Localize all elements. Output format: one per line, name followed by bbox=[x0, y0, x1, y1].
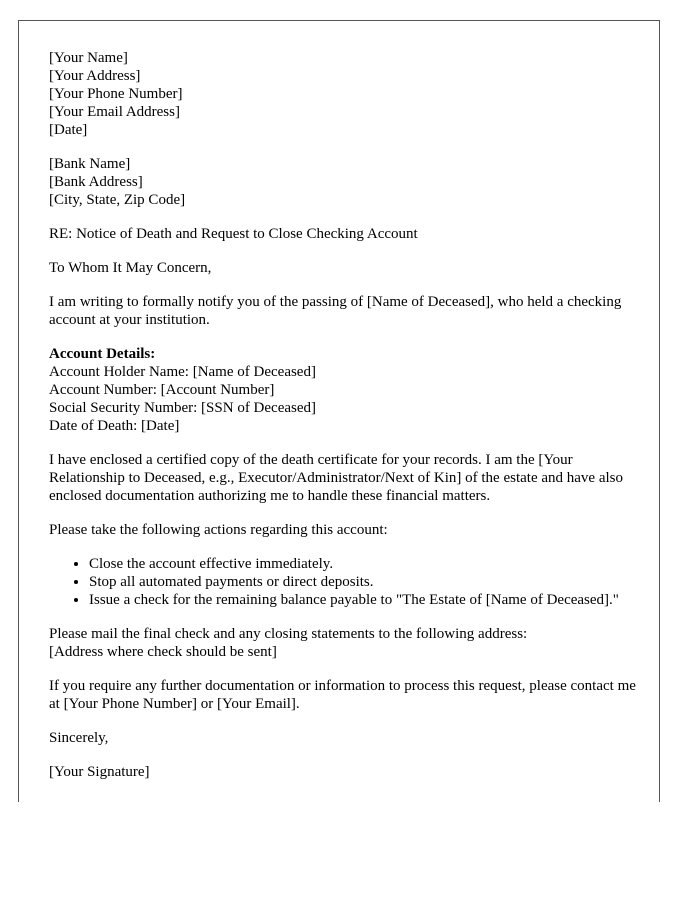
mailing-block bbox=[49, 625, 639, 661]
list-item: • Stop all automated payments or direct deposits. bbox=[89, 573, 639, 591]
mailing-address: [Address where check should be sent] bbox=[49, 644, 277, 660]
subject-line: RE: Notice of Death and Request to Close Checking Account bbox=[49, 226, 418, 242]
account-details-heading: Account Details: bbox=[49, 346, 156, 362]
actions-intro: Please take the following actions regarding this account: bbox=[49, 522, 388, 538]
closing: Sincerely, bbox=[49, 730, 109, 746]
salutation: To Whom It May Concern, bbox=[49, 260, 212, 276]
sender-block bbox=[49, 49, 639, 139]
letter-date: [Date] bbox=[49, 122, 88, 138]
actions-list bbox=[49, 555, 639, 609]
date-of-death: Date of Death: [Date] bbox=[49, 418, 180, 434]
bank-city-state-zip: [City, State, Zip Code] bbox=[49, 192, 186, 208]
account-holder-name: Account Holder Name: [Name of Deceased] bbox=[49, 364, 316, 380]
signature: [Your Signature] bbox=[49, 764, 150, 780]
sender-name: [Your Name] bbox=[49, 50, 128, 66]
letter-page bbox=[18, 20, 660, 802]
bank-address: [Bank Address] bbox=[49, 174, 143, 190]
recipient-block bbox=[49, 155, 639, 209]
letter-content bbox=[49, 49, 639, 781]
contact-paragraph: If you require any further documentation or information to process this request, please contact me at [Your Phone Number] or [Your Email]. bbox=[49, 678, 636, 712]
sender-email: [Your Email Address] bbox=[49, 104, 180, 120]
bank-name: [Bank Name] bbox=[49, 156, 131, 172]
account-number: Account Number: [Account Number] bbox=[49, 382, 275, 398]
account-details bbox=[49, 345, 639, 435]
list-item: • Close the account effective immediately. bbox=[89, 555, 639, 573]
intro-paragraph: I am writing to formally notify you of the passing of [Name of Deceased], who held a checking account at your institution. bbox=[49, 294, 622, 328]
sender-phone: [Your Phone Number] bbox=[49, 86, 183, 102]
enclosure-paragraph: I have enclosed a certified copy of the death certificate for your records. I am the [Your Relationship to Deceased, e.g., Executor/Administrator/Next of Kin] of the estate and have also enclosed documentation authorizing me to handle these financial matters. bbox=[49, 452, 623, 504]
list-item: • Issue a check for the remaining balance payable to "The Estate of [Name of Deceased]." bbox=[89, 591, 639, 609]
sender-address: [Your Address] bbox=[49, 68, 141, 84]
social-security-number: Social Security Number: [SSN of Deceased] bbox=[49, 400, 317, 416]
mailing-instruction: Please mail the final check and any closing statements to the following address: bbox=[49, 626, 528, 642]
